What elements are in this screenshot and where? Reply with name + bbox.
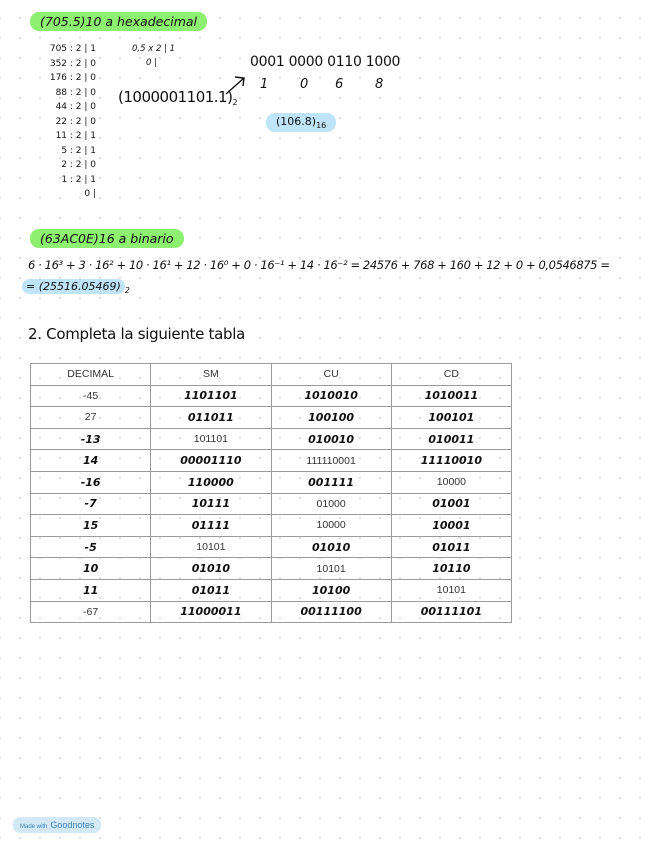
table-row [31,536,512,558]
header-sm: SM [151,364,271,386]
division-step: 44 : 2 | 0 [55,102,96,112]
division-step: 352 : 2 | 0 [49,58,96,69]
division-step: 5 : 2 | 1 [61,145,96,156]
binary-result [118,88,237,107]
table-cell: 00111101 [391,601,511,623]
table-cell: 11 [31,579,151,601]
division-step: 705 : 2 | 1 [49,44,96,54]
table-cell: 10111 [151,493,271,515]
table-cell: 10100 [271,579,391,601]
table-cell: -5 [31,536,151,558]
hex-digit-1: 1 [260,77,269,92]
table-cell: -45 [31,385,151,407]
table-cell: 01011 [151,579,271,601]
table-row [31,450,512,472]
table-cell: 00001110 [151,450,271,472]
division-step: 1 : 2 | 1 [61,174,96,185]
table-cell: 01000 [271,493,391,515]
fraction-rest: 0 | [146,58,157,68]
table-cell: 14 [31,450,151,472]
hex-result [266,113,336,132]
table-cell: 10101 [271,558,391,580]
table-row [31,601,512,623]
exercise-title: 2. Completa la siguiente tabla [28,325,245,343]
table-cell: 110000 [151,471,271,493]
binary-result-base: 2 [232,98,238,107]
badge-brand: Goodnotes [50,820,95,830]
conversion-result-value: = (25516.05469) [26,280,121,293]
table-row [31,493,512,515]
division-step: 88 : 2 | 0 [55,87,96,98]
table-cell: 10101 [151,536,271,558]
table-header-row [31,364,512,386]
table-cell: 1010011 [391,385,511,407]
table-cell: 01011 [391,536,511,558]
table-cell: 011011 [151,407,271,429]
hex-result-base: 16 [316,121,327,130]
table-row [31,407,512,429]
arrow-icon [224,74,248,96]
header-decimal: DECIMAL [31,364,151,386]
table-cell: 001111 [271,471,391,493]
binary-nibbles: 0001 0000 0110 1000 [250,54,401,70]
division-step: 2 : 2 | 0 [61,160,96,170]
table-cell: 10001 [391,515,511,537]
table-cell: 1101101 [151,385,271,407]
table-cell: -7 [31,493,151,515]
table-row [31,515,512,537]
table-cell: 27 [31,407,151,429]
table-cell: -16 [31,471,151,493]
table-cell: 00111100 [271,601,391,623]
header-cd: CD [391,364,511,386]
table-cell: 100100 [271,407,391,429]
table-cell: 01001 [391,493,511,515]
table-cell: 101101 [151,428,271,450]
table-cell: 10 [31,558,151,580]
table-cell: 010011 [391,428,511,450]
division-list [34,42,96,202]
table-cell: 15 [31,515,151,537]
table-cell: 010010 [271,428,391,450]
table-cell: -13 [31,428,151,450]
table-cell: 1010010 [271,385,391,407]
hex-digit-4: 8 [375,77,384,92]
table-row [31,471,512,493]
conversion-result-highlight [22,279,125,294]
table-body [31,385,512,623]
table-cell: 111110001 [271,450,391,472]
goodnotes-badge [13,817,101,833]
table-row [31,428,512,450]
table-row [31,579,512,601]
conversion-result-base: 2 [124,286,130,295]
table-cell: 11000011 [151,601,271,623]
table-cell: 01111 [151,515,271,537]
hex-result-value: (106.8) [276,115,317,128]
section2-title: (63AC0E)16 a binario [30,229,184,248]
table-cell: 10101 [391,579,511,601]
table-cell: 01010 [271,536,391,558]
hex-digit-2: 0 [300,77,309,92]
header-cu: CU [271,364,391,386]
table-row [31,558,512,580]
division-step: 11 : 2 | 1 [55,131,96,141]
table-cell: 10110 [391,558,511,580]
table-cell: 01010 [151,558,271,580]
hex-digit-3: 6 [335,77,344,92]
division-step: 0 | [84,189,96,199]
table-row [31,385,512,407]
table-cell: 11110010 [391,450,511,472]
conversion-table [30,363,512,623]
binary-result-value: (1000001101.1) [118,88,233,106]
conversion-result [22,280,130,295]
conversion-expression: 6 · 16³ + 3 · 16² + 10 · 16¹ + 12 · 16⁰ + 0 · 16⁻¹ + 14 · 16⁻² = 24576 + 768 + 160 + 12 + 0 + 0,0546875 = [28,258,610,272]
table-cell: 10000 [271,515,391,537]
table-cell: 10000 [391,471,511,493]
table-cell: 100101 [391,407,511,429]
badge-prefix: Made with [20,824,48,830]
table-cell: -67 [31,601,151,623]
division-step: 22 : 2 | 0 [55,116,96,127]
fraction-multiplication: 0,5 x 2 | 1 [132,44,176,54]
section1-title: (705.5)10 a hexadecimal [30,12,207,31]
division-step: 176 : 2 | 0 [49,73,96,83]
